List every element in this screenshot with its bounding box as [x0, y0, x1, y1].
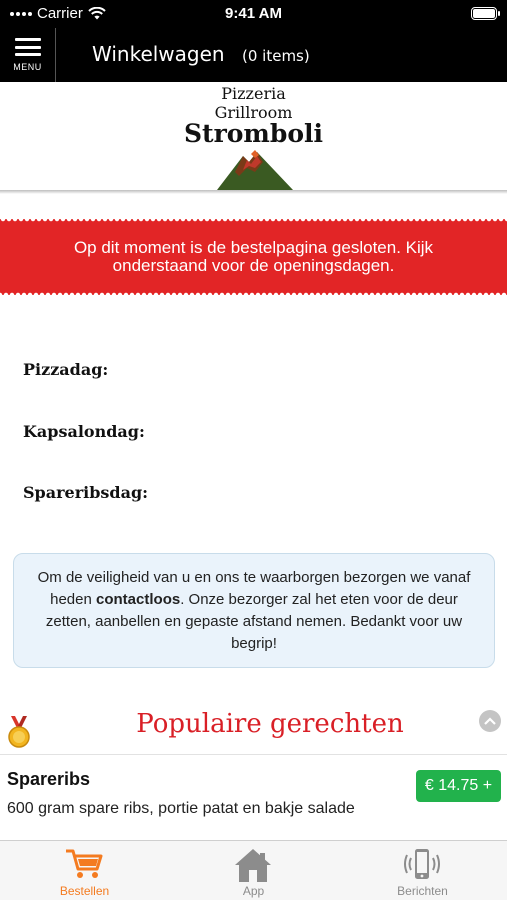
- logo-line-1: Pizzeria: [221, 84, 286, 103]
- cart-item-count: (0 items): [242, 47, 310, 65]
- status-bar: [0, 0, 507, 28]
- section-divider: [0, 754, 507, 755]
- tab-bestellen[interactable]: [0, 841, 169, 900]
- cart-icon: [64, 847, 104, 881]
- notice-text-after: . Onze bezorger zal het eten voor de deur zetten, aanbellen en gepaste afstand nemen. Bedankt voor uw begrip!: [45, 591, 463, 652]
- menu-item-description: 600 gram spare ribs, portie patat en bakje salade: [7, 800, 355, 817]
- nav-bar: [0, 28, 507, 82]
- tab-bar: [0, 840, 507, 900]
- opening-day-spareribs: Spareribsdag:: [23, 483, 149, 502]
- add-to-cart-button[interactable]: € 14.75 +: [416, 770, 501, 802]
- opening-day-kapsalon: Kapsalondag:: [23, 422, 145, 441]
- opening-day-pizza: Pizzadag:: [23, 360, 109, 379]
- closed-notice-banner: [0, 219, 507, 295]
- status-time: 9:41 AM: [225, 5, 282, 22]
- phone-vibrate-icon: [402, 847, 442, 883]
- tab-label-bestellen: Bestellen: [59, 884, 110, 898]
- logo-line-2: Grillroom: [214, 103, 293, 122]
- closed-notice-text: Op dit moment is de bestelpagina gesloten. Kijk onderstaand voor de openingsdagen.: [73, 238, 434, 275]
- restaurant-logo: [0, 82, 507, 190]
- logo-line-3: Stromboli: [183, 119, 324, 148]
- collapse-button[interactable]: [479, 710, 501, 732]
- menu-button[interactable]: [0, 28, 56, 82]
- tab-app[interactable]: [169, 841, 338, 900]
- notice-text-bold: contactloos: [96, 591, 181, 608]
- safety-notice: [13, 553, 495, 668]
- volcano-icon: [217, 148, 293, 190]
- chevron-up-icon: [484, 717, 496, 725]
- home-icon: [233, 847, 273, 883]
- header-divider: [0, 190, 507, 194]
- menu-item-name: Spareribs: [7, 769, 91, 789]
- battery-icon: [471, 7, 497, 20]
- tab-berichten[interactable]: [338, 841, 507, 900]
- hamburger-icon: [15, 38, 41, 56]
- page-title: Winkelwagen: [92, 42, 225, 66]
- tab-label-berichten: Berichten: [397, 884, 448, 898]
- menu-label: MENU: [13, 62, 42, 72]
- popular-section-title: Populaire gerechten: [136, 709, 404, 739]
- carrier-label: Carrier: [37, 5, 83, 22]
- tab-label-app: App: [242, 884, 265, 898]
- notice-text-before: Om de veiligheid van u en ons te waarborgen bezorgen we vanaf heden: [37, 569, 471, 608]
